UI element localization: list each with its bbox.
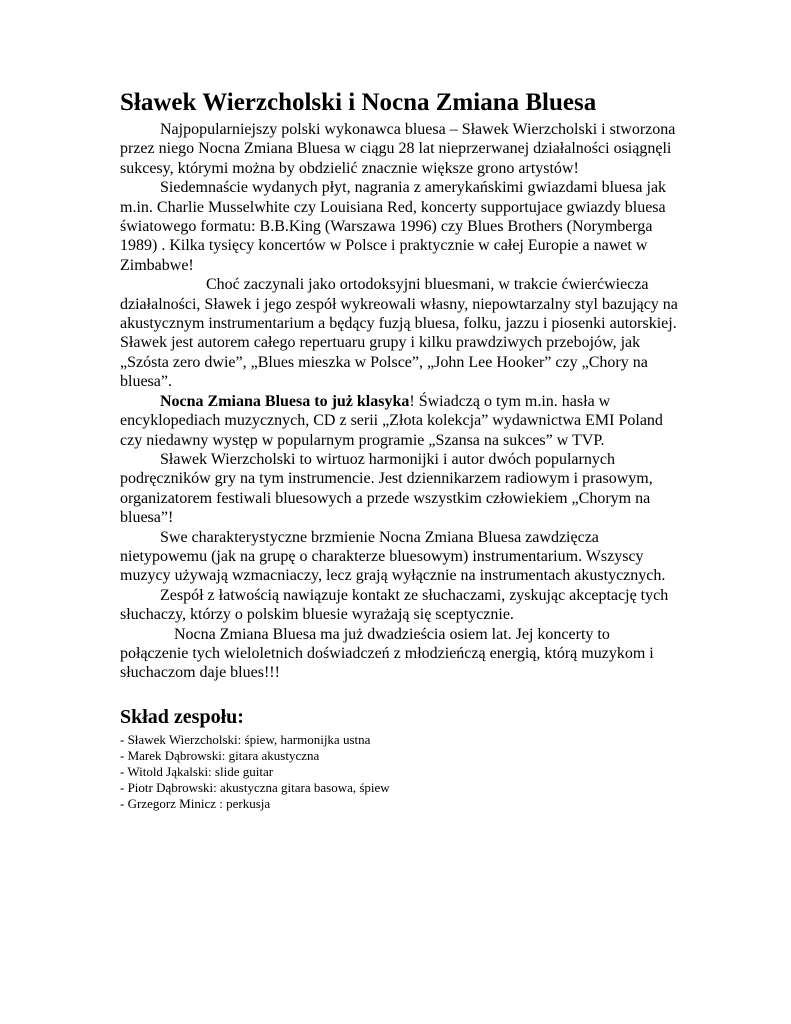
paragraph-audience: Zespół z łatwością nawiązuje kontakt ze słuchaczami, zyskując akceptację tych słuchaczy, którzy o polskim bluesie wyrażają się sceptycznie. (120, 586, 669, 624)
paragraph-discography: Siedemnaście wydanych płyt, nagrania z amerykańskimi gwiazdami bluesa jak m.in. Charlie Musselwhite czy Louisiana Red, koncerty supportujace gwiazdy bluesa światowego formatu: B.B.King (Warszawa 1996) czy Blues Brothers (Norymberga 1989) . Kilka tysięcy koncertów w Polsce i praktycznie w całej Europie a nawet w Zimbabwe! (120, 179, 667, 274)
list-item: - Piotr Dąbrowski: akustyczna gitara basowa, śpiew (120, 779, 390, 795)
document-title: Sławek Wierzcholski i Nocna Zmiana Bluesa (120, 89, 597, 116)
document-page (120, 88, 680, 812)
paragraph-intro: Najpopularniejszy polski wykonawca bluesa – Sławek Wierzcholski i stworzona przez niego Nocna Zmiana Bluesa w ciągu 28 lat nieprzerwanej działalności osiągnęli sukcesy, którymi można by obdzielić znacznie większe grono artystów! (120, 121, 676, 177)
paragraph-classic-rest: ! Świadczą o tym m.in. hasła w encyklopediach muzycznych, CD z serii „Złota kolekcja” wydawnictwa EMI Poland czy niedawny występ w popularnym programie „Szansa na sukces” w TVP. (120, 392, 663, 449)
list-item: - Marek Dąbrowski: gitara akustyczna (120, 747, 320, 763)
paragraph-style: Choć zaczynali jako ortodoksyjni bluesmani, w trakcie ćwierćwiecza działalności, Sławek i jego zespół wykreowali własny, niepowtarzalny styl bazujący na akustycznym instrumentarium a będący fuzją bluesa, folku, jazzu i piosenki autorskiej. Sławek jest autorem całego repertuaru grupy i kilku prawdziwych przebojów, jak „Szósta zero dwie”, „Blues mieszka w Polsce”, „John Lee Hooker” czy „Chory na bluesa”. (120, 276, 678, 391)
paragraph-anniversary: Nocna Zmiana Bluesa ma już dwadzieścia osiem lat. Jej koncerty to połączenie tych wieloletnich doświadczeń z młodzieńczą energią, którą muzykom i słuchaczom daje blues!!! (120, 625, 654, 682)
lineup-list (120, 732, 680, 812)
paragraph-classic-bold: Nocna Zmiana Bluesa to już klasyka (160, 392, 410, 410)
paragraph-classic (120, 392, 680, 450)
list-item: - Grzegorz Minicz : perkusja (120, 795, 271, 811)
paragraph-harmonica: Sławek Wierzcholski to wirtuoz harmonijki i autor dwóch popularnych podręczników gry na tym instrumencie. Jest dziennikarzem radiowym i prasowym, organizatorem festiwali bluesowych a przede wszystkim człowiekiem „Chorym na bluesa”! (120, 450, 653, 527)
lineup-heading: Skład zespołu: (120, 705, 244, 728)
list-item: - Sławek Wierzcholski: śpiew, harmonijka ustna (120, 731, 371, 747)
paragraph-sound: Swe charakterystyczne brzmienie Nocna Zmiana Bluesa zawdzięcza nietypowemu (jak na grupę o charakterze bluesowym) instrumentarium. Wszyscy muzycy używają wzmacniaczy, lecz grają wyłącznie na instrumentach akustycznych. (120, 528, 666, 585)
list-item: - Witold Jąkalski: slide guitar (120, 763, 274, 779)
